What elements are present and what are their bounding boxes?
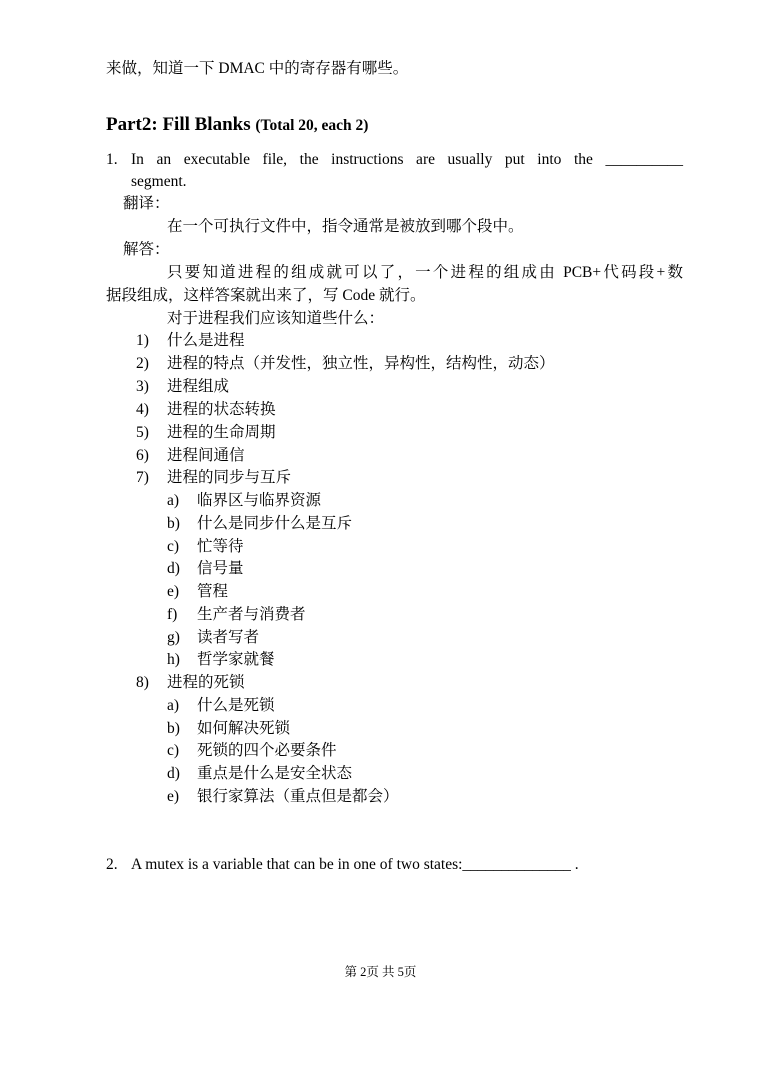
list-item: 7) 进程的同步与互斥 [136, 469, 292, 486]
sub-list-item: h) 哲学家就餐 [167, 651, 275, 668]
sub-list-item: d) 信号量 [167, 560, 244, 577]
sub-list-item: e) 银行家算法（重点但是都会） [167, 788, 399, 805]
list-item: 3) 进程组成 [136, 378, 230, 395]
sub-list-item: a) 临界区与临界资源 [167, 492, 322, 509]
list-item: 6) 进程间通信 [136, 447, 245, 464]
sub-list-item: d) 重点是什么是安全状态 [167, 765, 353, 782]
intro-line: 来做，知道一下 DMAC 中的寄存器有哪些。 [106, 60, 409, 77]
sub-list-item: f) 生产者与消费者 [167, 606, 306, 623]
question-text-line: In an executable file, the instructions are usually put into the __________ [131, 151, 683, 168]
sub-list-item: c) 忙等待 [167, 538, 244, 555]
list-item: 8) 进程的死锁 [136, 674, 245, 691]
page-footer: 第 2页 共 5页 [344, 965, 417, 979]
sub-list-item: e) 管程 [167, 583, 229, 600]
sub-list-item: g) 读者写者 [167, 629, 260, 646]
list-item: 4) 进程的状态转换 [136, 401, 276, 418]
sub-list-item: a) 什么是死锁 [167, 697, 275, 714]
answer-text-line: 据段组成，这样答案就出来了，写 Code 就行。 [106, 287, 426, 304]
answer-label: 解答： [123, 241, 170, 258]
topics-intro: 对于进程我们应该知道些什么： [167, 310, 385, 327]
question-text-line: segment. [131, 173, 187, 190]
question-number: 1. [106, 151, 118, 168]
section-subtitle: (Total 20, each 2) [255, 117, 369, 134]
translate-label: 翻译： [123, 195, 170, 212]
sub-list-item: b) 如何解决死锁 [167, 720, 291, 737]
section-title: Part2: Fill Blanks [106, 114, 251, 135]
question-text-line: A mutex is a variable that can be in one of two states:______________ . [131, 856, 579, 873]
section-heading [106, 114, 368, 137]
list-item: 1) 什么是进程 [136, 332, 245, 349]
translate-text: 在一个可执行文件中，指令通常是被放到哪个段中。 [167, 218, 524, 235]
list-item: 5) 进程的生命周期 [136, 424, 276, 441]
sub-list-item: c) 死锁的四个必要条件 [167, 742, 337, 759]
question-number: 2. [106, 856, 118, 873]
answer-text-line: 只要知道进程的组成就可以了，一个进程的组成由 PCB+代码段+数 [167, 264, 683, 281]
sub-list-item: b) 什么是同步什么是互斥 [167, 515, 353, 532]
list-item: 2) 进程的特点（并发性，独立性，异构性，结构性，动态） [136, 355, 555, 372]
